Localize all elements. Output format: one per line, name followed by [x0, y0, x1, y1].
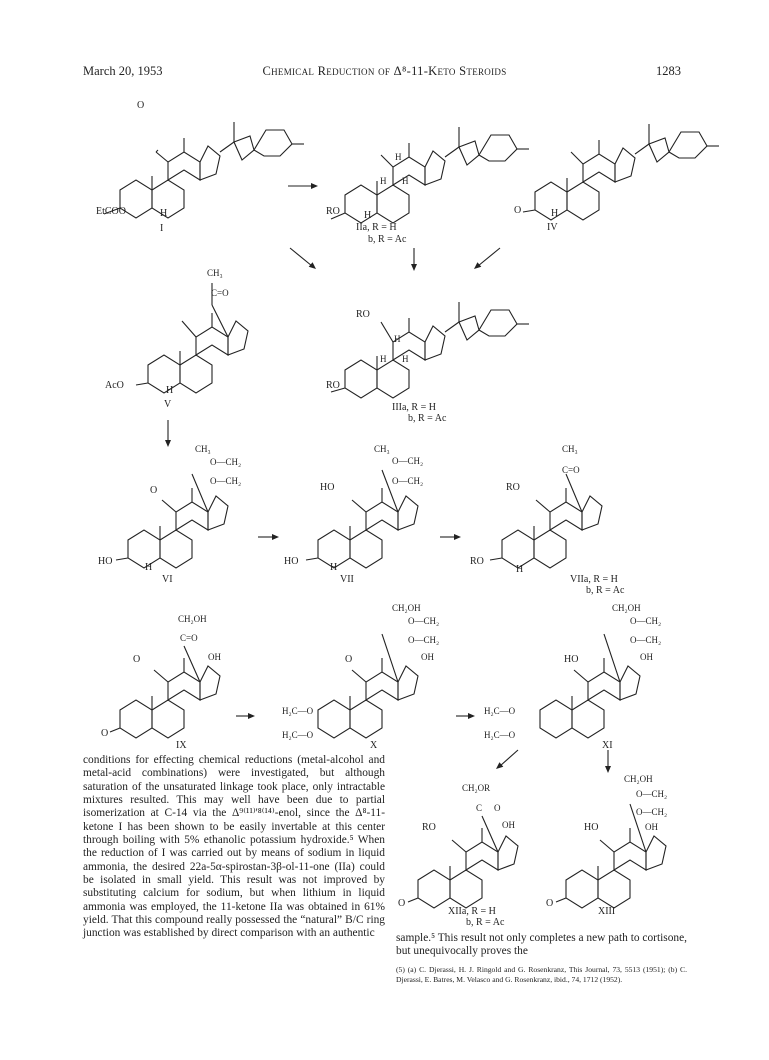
group-c-eq-o: C=O [562, 465, 580, 475]
group-h: H [330, 562, 338, 573]
label-IV: IV [547, 222, 558, 233]
group-h: H [160, 208, 168, 219]
group-o-ch2: O—CH₂ [210, 476, 242, 486]
group-ch3: CH₃ [562, 444, 578, 454]
group-o: O [546, 898, 554, 909]
group-o: O [150, 485, 158, 496]
group-ho: HO [584, 822, 599, 833]
group-ch2oh: CH₂OH [624, 774, 653, 784]
group-c-eq-o: C=O [211, 288, 229, 298]
group-etcoo: EtCOO [96, 206, 126, 217]
page-number: 1283 [656, 64, 681, 78]
group-oh: OH [421, 652, 434, 662]
group-o-ch2: O—CH₂ [408, 616, 440, 626]
group-c: C [476, 803, 483, 813]
compound-I [104, 122, 304, 218]
label-IIIb: b, R = Ac [408, 413, 447, 424]
label-XI: XI [602, 740, 613, 751]
group-ro: RO [356, 309, 370, 320]
group-h: H [380, 176, 387, 186]
compound-VI [116, 474, 228, 568]
group-ro: RO [470, 556, 484, 567]
label-VI: VI [162, 574, 173, 585]
group-ho: HO [98, 556, 113, 567]
group-h: H [145, 562, 153, 573]
group-h2c-o: H₂C—O [282, 730, 314, 740]
group-h: H [402, 354, 409, 364]
group-o: O [398, 898, 406, 909]
group-ro: RO [326, 380, 340, 391]
footnote: (5) (a) C. Djerassi, H. J. Ringold and G. Rosenkranz, This Journal, 73, 5513 (1951); (b) C. Djerassi, E. Batres, M. Velasco and G. Rosenkranz, ibid., 74, 1712 (1952). [396, 964, 687, 984]
body-text-right-column [396, 932, 687, 985]
group-oh: OH [208, 652, 221, 662]
group-ch2oh: CH₂OH [178, 614, 207, 624]
group-o-ch2: O—CH₂ [630, 616, 662, 626]
paragraph: sample.⁵ This result not only completes a new path to cortisone, but unequivocally proves the [396, 932, 688, 958]
label-I: I [160, 223, 164, 234]
group-h: H [380, 354, 387, 364]
group-o-ch2: O—CH₂ [392, 476, 424, 486]
compound-IX [110, 646, 220, 738]
group-o-ch2: O—CH₂ [630, 635, 662, 645]
compound-IV [523, 124, 719, 220]
group-o: O [345, 654, 353, 665]
group-oh: OH [502, 820, 515, 830]
group-oh: OH [640, 652, 653, 662]
label-X: X [370, 740, 378, 751]
label-IIb: b, R = Ac [368, 234, 407, 245]
group-o-ch2: O—CH₂ [210, 457, 242, 467]
group-ch2oh: CH₂OH [392, 603, 421, 613]
running-head-title: Chemical Reduction of Δ⁸-11-Keto Steroids [262, 64, 507, 78]
label-IX: IX [176, 740, 187, 751]
group-oh: OH [645, 822, 658, 832]
group-h: H [364, 210, 372, 221]
compound-IIa [331, 127, 529, 223]
compound-XIIa [408, 816, 518, 908]
label-VIIb: b, R = Ac [586, 585, 625, 596]
group-ch3: CH₃ [374, 444, 390, 454]
label-IIIa: IIIa, R = H [392, 402, 436, 413]
label-VIIa: VIIa, R = H [570, 574, 618, 585]
group-h2c-o: H₂C—O [484, 730, 516, 740]
label-V: V [164, 399, 172, 410]
group-ch2oh: CH₂OH [612, 603, 641, 613]
group-o-ch2: O—CH₂ [392, 456, 424, 466]
group-aco: AcO [105, 380, 124, 391]
compound-XI [540, 634, 640, 738]
group-ho: HO [564, 654, 579, 665]
group-o-ch2: O—CH₂ [636, 789, 668, 799]
compound-V [136, 283, 248, 393]
group-ch3: CH₃ [195, 444, 211, 454]
group-h: H [551, 208, 559, 219]
label-VII: VII [340, 574, 354, 585]
label-XIII: XIII [598, 906, 616, 917]
group-h: H [402, 176, 409, 186]
label-IIa: IIa, R = H [356, 222, 397, 233]
group-ro: RO [326, 206, 340, 217]
running-head-date: March 20, 1953 [83, 64, 163, 78]
group-o: O [494, 803, 501, 813]
group-ro: RO [506, 482, 520, 493]
group-o: O [137, 100, 145, 111]
group-ro: RO [422, 822, 436, 833]
group-c-eq-o: C=O [180, 633, 198, 643]
group-h: H [516, 564, 524, 575]
label-XIIb: b, R = Ac [466, 917, 505, 928]
paragraph: conditions for effecting chemical reductions (metal-alcohol and metal-acid combinations) were investigated, but although saturation of the unsaturated linkage took place, only intractable mixtures resulted. This may well have been due to partial isomerization at C-14 via the Δ⁹⁽¹¹⁾'⁸⁽¹⁴⁾-enol, since the Δ⁸-11-ketone I has been shown to be easily invertable at this center through boiling with 5% ethanolic potassium hydroxide.⁵ When the reduction of I was carried out by means of sodium in liquid ammonia, the desired 22a-5α-spirostan-3β-ol-11-one (IIa) could be isolated in small yield. This result was not improved by substituting calcium for sodium, but when lithium in liquid ammonia was employed, the 11-ketone IIa was obtained in 61% yield. That this compound really possessed the “natural” B/C ring junction was established by direct comparison with an authentic [83, 754, 385, 940]
group-h2c-o: H₂C—O [282, 706, 314, 716]
group-h2c-o: H₂C—O [484, 706, 516, 716]
body-text-left-column [83, 754, 385, 941]
group-o-ch2: O—CH₂ [408, 635, 440, 645]
group-h: H [395, 152, 402, 162]
group-o-ch2: O—CH₂ [636, 807, 668, 817]
compound-X [318, 634, 418, 738]
compound-XIII [556, 804, 666, 908]
group-h: H [394, 334, 401, 344]
group-ho: HO [284, 556, 299, 567]
group-o: O [101, 728, 109, 739]
group-ch2or: CH₂OR [462, 783, 491, 793]
group-o: O [514, 205, 522, 216]
group-o: O [133, 654, 141, 665]
group-h: H [166, 385, 174, 396]
group-ho: HO [320, 482, 335, 493]
label-XIIa: XIIa, R = H [448, 906, 496, 917]
group-ch3: CH₃ [207, 268, 223, 278]
